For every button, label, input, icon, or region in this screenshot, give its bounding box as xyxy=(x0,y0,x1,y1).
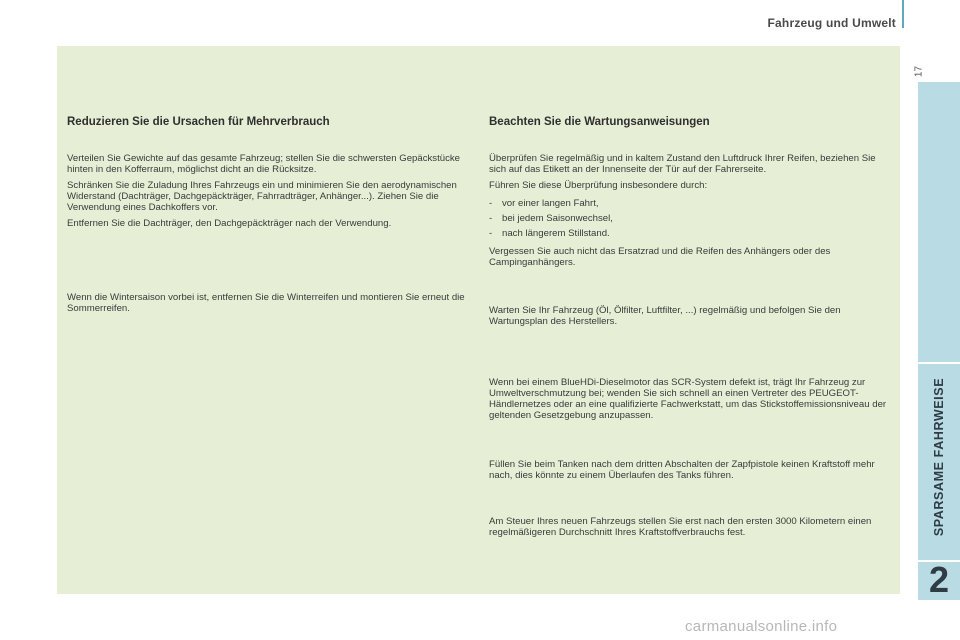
scr-block xyxy=(489,377,889,426)
page-section-title: Fahrzeug und Umwelt xyxy=(767,16,896,30)
winter-paragraph: Wenn die Wintersaison vorbei ist, entfernen Sie die Winterreifen und montieren Sie erneut die Sommerreifen. xyxy=(67,292,465,314)
chapter-label: SPARSAME FAHRWEISE xyxy=(932,377,946,537)
new-vehicle-block xyxy=(489,516,889,543)
left-paragraph: Schränken Sie die Zuladung Ihres Fahrzeugs ein und minimieren Sie den aerodynamischen Widerstand (Dachträger, Dachgepäckträger, Fahrradträger, Anhänger...). Ziehen Sie die Verwendung eines Dachkoffers vor. xyxy=(67,180,457,213)
left-paragraph: Entfernen Sie die Dachträger, den Dachgepäckträger nach der Verwendung. xyxy=(67,218,392,229)
chapter-number: 2 xyxy=(928,559,950,600)
right-text-block xyxy=(489,153,889,273)
list-item: - nach längerem Stillstand. xyxy=(489,228,610,239)
right-heading-block xyxy=(489,116,889,128)
page-number: 17 xyxy=(913,65,925,78)
header-rule xyxy=(902,0,904,28)
check-intro-paragraph: Führen Sie diese Überprüfung insbesondere durch: xyxy=(489,180,708,191)
tyre-pressure-paragraph: Überprüfen Sie regelmäßig und in kaltem Zustand den Luftdruck Ihrer Reifen, beziehen Sie sich auf das Etikett an der Innenseite der Tür auf der Fahrerseite. xyxy=(489,153,876,175)
left-winter-block xyxy=(67,292,467,319)
left-heading: Reduzieren Sie die Ursachen für Mehrverbrauch xyxy=(67,116,330,128)
sidebar-divider xyxy=(918,362,960,364)
list-item: - bei jedem Saisonwechsel, xyxy=(489,213,613,224)
watermark: carmanualsonline.info xyxy=(685,618,838,635)
fuel-paragraph: Füllen Sie beim Tanken nach dem dritten Abschalten der Zapfpistole keinen Kraftstoff mehr nach, dies könnte zu einem Überlaufen des Tanks führen. xyxy=(489,459,875,481)
left-text-block xyxy=(67,153,467,234)
fuel-block xyxy=(489,459,889,486)
scr-paragraph: Wenn bei einem BlueHDi-Dieselmotor das SCR-System defekt ist, trägt Ihr Fahrzeug zur Umweltverschmutzung bei; wenden Sie sich schnell an einen Vertreter des PEUGEOT-Händlernetzes oder an eine qualifizierte Fachwerkstatt, um das Stickstoffemissionsniveau der geltenden Gesetzgebung anzupassen. xyxy=(489,377,887,421)
right-heading: Beachten Sie die Wartungsanweisungen xyxy=(489,116,710,128)
left-paragraph: Verteilen Sie Gewichte auf das gesamte Fahrzeug; stellen Sie die schwersten Gepäckstücke hinten in den Kofferraum, möglichst dicht an die Rücksitze. xyxy=(67,153,461,175)
list-item: - vor einer langen Fahrt, xyxy=(489,198,599,209)
left-heading-block xyxy=(67,116,467,128)
check-list xyxy=(489,196,889,241)
maintenance-block xyxy=(489,305,889,332)
maintenance-paragraph: Warten Sie Ihr Fahrzeug (Öl, Ölfilter, Luftfilter, ...) regelmäßig und befolgen Sie den Wartungsplan des Herstellers. xyxy=(489,305,841,327)
spare-wheel-paragraph: Vergessen Sie auch nicht das Ersatzrad und die Reifen des Anhängers oder des Campinganhängers. xyxy=(489,246,831,268)
new-vehicle-paragraph: Am Steuer Ihres neuen Fahrzeugs stellen Sie erst nach den ersten 3000 Kilometern einen regelmäßigeren Durchschnitt Ihres Kraftstoffverbrauchs fest. xyxy=(489,516,872,538)
